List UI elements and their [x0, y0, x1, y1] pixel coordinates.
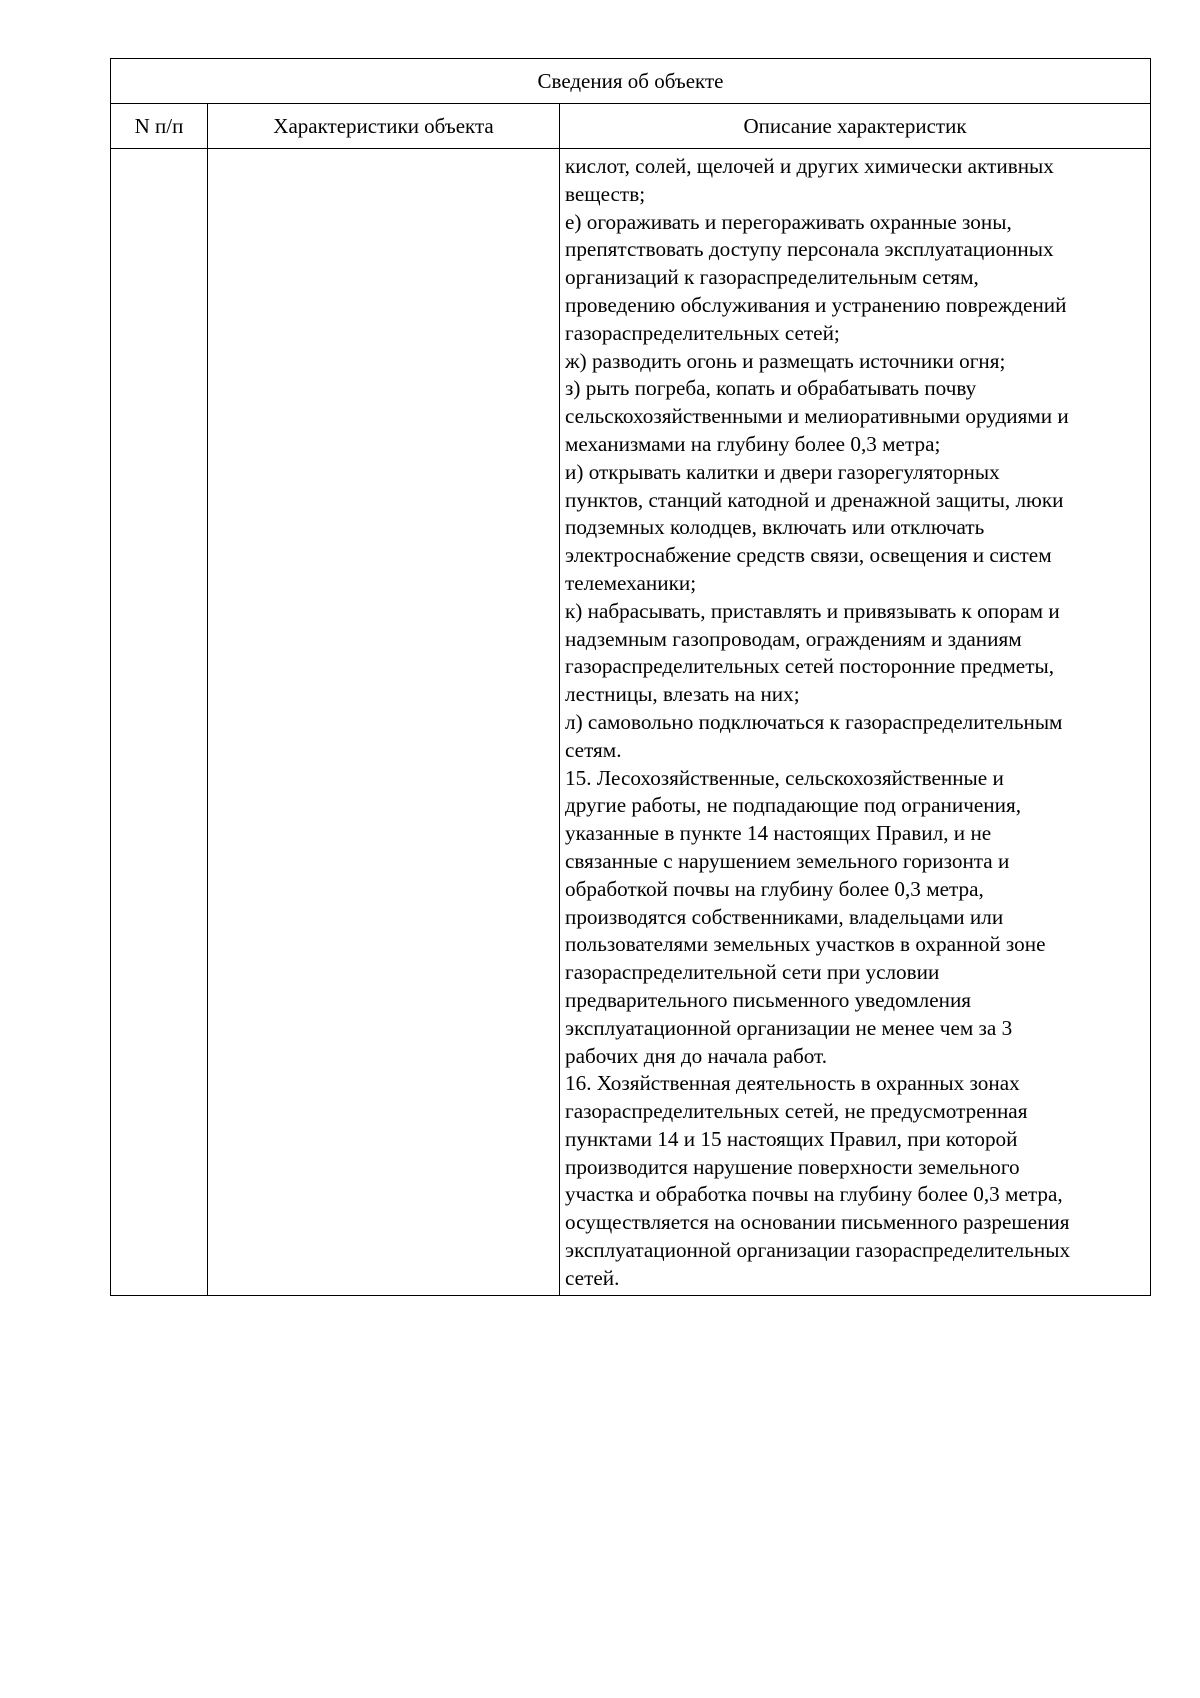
- description-line: газораспределительных сетей посторонние предметы,: [565, 654, 1054, 679]
- description-line: ж) разводить огонь и размещать источники огня;: [565, 348, 1006, 373]
- description-line: е) огораживать и перегораживать охранные зоны,: [565, 209, 1012, 234]
- header-characteristics: Характеристики объекта: [208, 104, 560, 149]
- cell-characteristics: [208, 149, 560, 1296]
- description-line: эксплуатационной организации не менее чем за 3: [565, 1015, 1013, 1040]
- table-row: [111, 149, 1151, 1296]
- description-line: эксплуатационной организации газораспределительных: [565, 1238, 1071, 1263]
- description-line: организаций к газораспределительным сетям,: [565, 265, 979, 290]
- description-line: телемеханики;: [565, 570, 697, 595]
- description-line: рабочих дня до начала работ.: [565, 1043, 828, 1068]
- description-line: газораспределительных сетей;: [565, 320, 840, 345]
- description-text: [560, 149, 1150, 1295]
- description-line: механизмами на глубину более 0,3 метра;: [565, 431, 941, 456]
- description-line: другие работы, не подпадающие под ограничения,: [565, 793, 1021, 818]
- header-num: N п/п: [111, 104, 208, 149]
- description-line: осуществляется на основании письменного разрешения: [565, 1210, 1070, 1235]
- description-line: лестницы, влезать на них;: [565, 682, 800, 707]
- table-title-row: [111, 59, 1151, 104]
- description-line: сельскохозяйственными и мелиоративными орудиями и: [565, 404, 1069, 429]
- description-line: пунктами 14 и 15 настоящих Правил, при которой: [565, 1126, 1018, 1151]
- description-line: электроснабжение средств связи, освещения и систем: [565, 543, 1052, 568]
- description-line: участка и обработка почвы на глубину более 0,3 метра,: [565, 1182, 1063, 1207]
- description-line: обработкой почвы на глубину более 0,3 метра,: [565, 876, 984, 901]
- cell-description: [560, 149, 1151, 1296]
- description-line: газораспределительной сети при условии: [565, 960, 940, 985]
- description-line: сетям.: [565, 737, 622, 762]
- description-line: препятствовать доступу персонала эксплуатационных: [565, 237, 1054, 262]
- description-line: подземных колодцев, включать или отключать: [565, 515, 985, 540]
- object-info-table: [110, 58, 1151, 1296]
- description-line: 16. Хозяйственная деятельность в охранных зонах: [565, 1071, 1020, 1096]
- table-header-row: [111, 104, 1151, 149]
- description-line: предварительного письменного уведомления: [565, 987, 972, 1012]
- description-line: газораспределительных сетей, не предусмотренная: [565, 1099, 1028, 1124]
- description-line: веществ;: [565, 181, 646, 206]
- header-description: Описание характеристик: [560, 104, 1151, 149]
- description-line: и) открывать калитки и двери газорегуляторных: [565, 459, 1000, 484]
- description-line: связанные с нарушением земельного горизонта и: [565, 848, 1010, 873]
- description-line: 15. Лесохозяйственные, сельскохозяйственные и: [565, 765, 1004, 790]
- description-line: указанные в пункте 14 настоящих Правил, и не: [565, 821, 992, 846]
- description-line: к) набрасывать, приставлять и привязывать к опорам и: [565, 598, 1060, 623]
- description-line: сетей.: [565, 1265, 620, 1290]
- description-line: производятся собственниками, владельцами или: [565, 904, 1004, 929]
- description-line: з) рыть погреба, копать и обрабатывать почву: [565, 376, 977, 401]
- table-title: Сведения об объекте: [111, 59, 1151, 104]
- description-line: пунктов, станций катодной и дренажной защиты, люки: [565, 487, 1064, 512]
- description-line: производится нарушение поверхности земельного: [565, 1154, 1020, 1179]
- description-line: пользователями земельных участков в охранной зоне: [565, 932, 1046, 957]
- description-line: проведению обслуживания и устранению повреждений: [565, 292, 1067, 317]
- description-line: надземным газопроводам, ограждениям и зданиям: [565, 626, 1022, 651]
- cell-num: [111, 149, 208, 1296]
- description-line: кислот, солей, щелочей и других химически активных: [565, 154, 1054, 178]
- description-line: л) самовольно подключаться к газораспределительным: [565, 709, 1063, 734]
